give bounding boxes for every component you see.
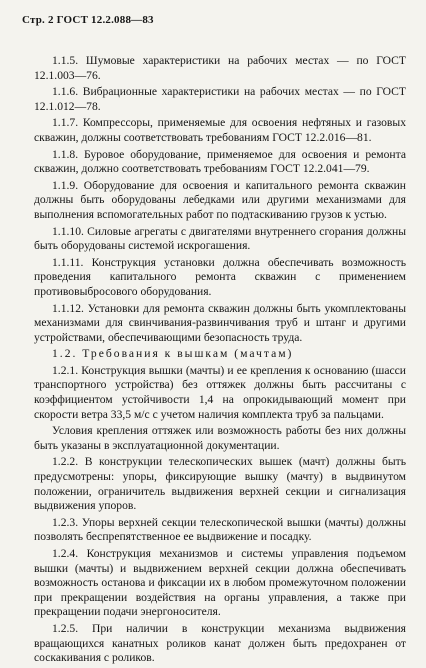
paragraph-1-1-6: 1.1.6. Вибрационные характеристики на рабочих местах — по ГОСТ 12.1.012—78. xyxy=(34,85,406,113)
document-body xyxy=(34,54,406,668)
paragraph-conditions: Условия крепления оттяжек или возможность работы без них должны быть указаны в эксплуатационной документации. xyxy=(34,424,406,452)
section-heading-1-2: 1.2. Требования к вышкам (мачтам) xyxy=(52,347,294,361)
paragraph-1-1-7: 1.1.7. Компрессоры, применяемые для освоения нефтяных и газовых скважин, должны соответствовать требованиям ГОСТ 12.2.016—81. xyxy=(34,116,406,144)
page-header: Стр. 2 ГОСТ 12.2.088—83 xyxy=(22,14,154,26)
paragraph-1-2-1: 1.2.1. Конструкция вышки (мачты) и ее крепления к основанию (шасси транспортного устройства) без оттяжек должны быть рассчитаны с коэффициентом устойчивости 1,4 на опрокидывающий момент при скорости ветра 33,5 м/с с учетом наличия комплекта труб за пальцами. xyxy=(34,363,406,421)
paragraph-1-2-3: 1.2.3. Упоры верхней секции телескопической вышки (мачты) должны позволять беспрепятственное ее выдвижение и посадку. xyxy=(34,515,406,544)
paragraph-1-1-11: 1.1.11. Конструкция установки должна обеспечивать возможность проведения капитального ремонта скважин с применением противовыбросового оборудования. xyxy=(34,255,406,298)
paragraph-1-1-12: 1.1.12. Установки для ремонта скважин должны быть укомплектованы механизмами для свинчивания-развинчивания труб и штанг и другими устройствами, обеспечивающими безопасность труда. xyxy=(34,301,406,344)
paragraph-1-1-9: 1.1.9. Оборудование для освоения и капитального ремонта скважин должны быть оборудованы лебедками или другими механизмами для выполнения вспомогательных работ по подтаскиванию грузов к устью. xyxy=(34,178,406,221)
paragraph-1-2-2: 1.2.2. В конструкции телескопических вышек (мачт) должны быть предусмотрены: упоры, фиксирующие вышку (мачту) в выдвинутом положении, ограничитель выдвижения верхней секции и сигнализация выдвижения упоров. xyxy=(34,455,406,513)
paragraph-1-2-4: 1.2.4. Конструкция механизмов и системы управления подъемом вышки (мачты) и выдвижением верхней секции должна обеспечивать возможность останова и фиксации их в любом промежуточном положении при прекращении воздействия на органы управления, а также при прекращении подачи энергоносителя. xyxy=(34,547,406,619)
paragraph-1-2-5: 1.2.5. При наличии в конструкции механизма выдвижения вращающихся канатных роликов канат должен быть предохранен от соскакивания с роликов. xyxy=(34,621,406,665)
paragraph-1-1-8: 1.1.8. Буровое оборудование, применяемое для освоения и ремонта скважин, должно соответствовать требованиям ГОСТ 12.2.041—79. xyxy=(34,147,406,176)
paragraph-1-1-10: 1.1.10. Силовые агрегаты с двигателями внутреннего сгорания должны быть оборудованы системой искрогашения. xyxy=(34,224,406,253)
paragraph-1-1-5: 1.1.5. Шумовые характеристики на рабочих местах — по ГОСТ 12.1.003—76. xyxy=(34,54,406,82)
